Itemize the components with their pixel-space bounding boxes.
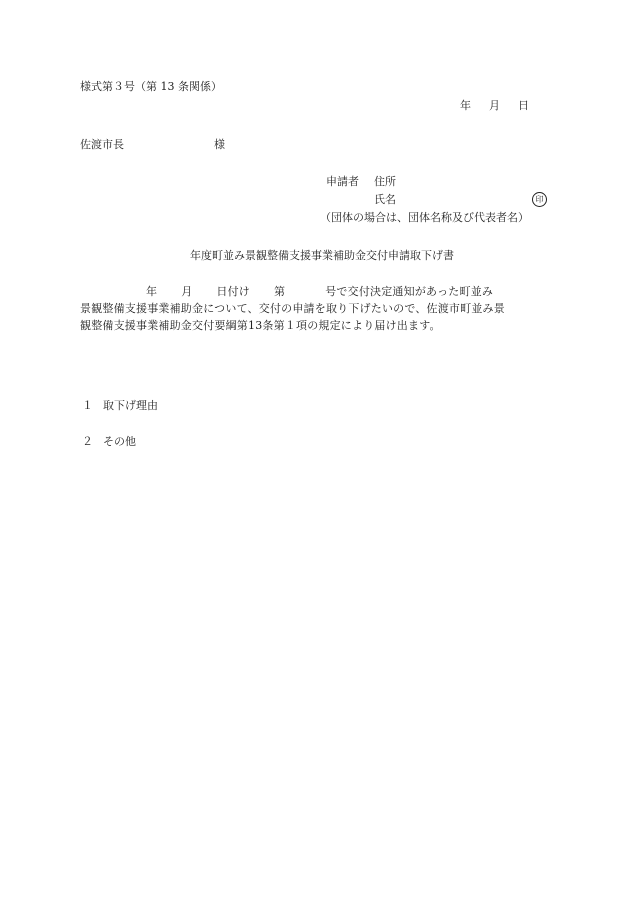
date-day-label: 日 (518, 99, 529, 112)
form-label: 様式第３号（第 13 条関係） (80, 80, 222, 93)
body-number-prefix: 第 (274, 285, 286, 298)
applicant-role-label: 申請者 (326, 175, 359, 188)
date-line (460, 99, 529, 113)
date-year-label: 年 (460, 99, 471, 112)
item-label: 取下げ理由 (103, 399, 158, 412)
document-title: 年度町並み景観整備支援事業補助金交付申請取下げ書 (190, 249, 454, 262)
body-line-3: 観整備支援事業補助金交付要綱第13条第１項の規定により届け出ます。 (80, 319, 441, 332)
body-year-label: 年 (146, 285, 158, 298)
body-line-1 (80, 283, 548, 300)
item-number: ２ (82, 435, 93, 448)
applicant-address-label: 住所 (374, 175, 396, 188)
date-month-label: 月 (489, 99, 500, 112)
body-line1-end: 号で交付決定通知があった町並み (325, 285, 494, 298)
body-month-label: 月 (181, 285, 193, 298)
item-number: １ (82, 399, 93, 412)
body-dated-label: 日付け (216, 285, 251, 298)
body-paragraph (80, 283, 548, 334)
item-label: その他 (103, 435, 136, 448)
addressee-mayor: 佐渡市長 (80, 138, 124, 151)
addressee-honorific: 様 (214, 138, 225, 151)
list-item (82, 435, 136, 449)
applicant-name-label: 氏名 (374, 193, 396, 206)
body-line-2: 景観整備支援事業補助金について、交付の申請を取り下げたいので、佐渡市町並み景 (80, 302, 505, 315)
seal-mark-icon: 印 (532, 192, 547, 207)
list-item (82, 399, 158, 413)
applicant-group-note: （団体の場合は、団体名称及び代表者名） (320, 211, 529, 224)
